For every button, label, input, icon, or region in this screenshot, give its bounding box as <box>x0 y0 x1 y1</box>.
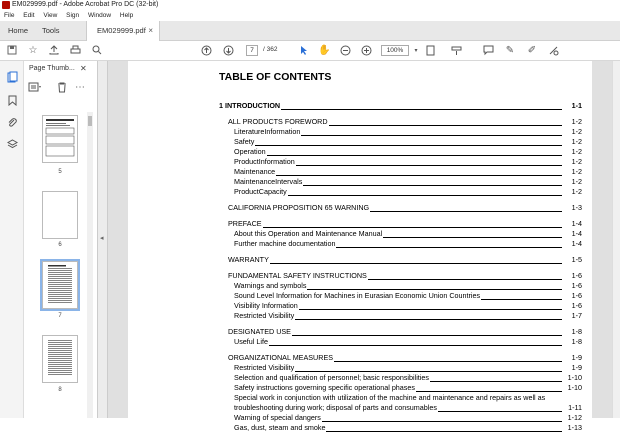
toc-entry[interactable] <box>128 413 592 423</box>
toc-entry-page: 1-4 <box>571 239 582 248</box>
tab-document[interactable] <box>86 21 160 41</box>
tab-home[interactable]: Home <box>8 26 29 35</box>
zoom-in-icon[interactable] <box>360 45 372 57</box>
toc-entry-title: Warning of special dangers <box>234 413 321 422</box>
toc-entry-title: Gas, dust, steam and smoke <box>234 423 326 432</box>
zoom-level-select[interactable]: 100% <box>381 45 409 56</box>
window-title-bar <box>0 0 620 10</box>
toc-entry[interactable] <box>128 393 592 403</box>
more-options-icon[interactable]: ⋯ <box>75 82 85 93</box>
search-icon[interactable] <box>91 45 103 57</box>
thumbnail-options-icon[interactable] <box>28 82 40 94</box>
toc-entry-page: 1-13 <box>567 423 582 432</box>
delete-page-icon[interactable] <box>56 82 68 94</box>
toc-entry-title: ORGANIZATIONAL MEASURES <box>228 353 334 362</box>
thumbnails-scrollbar-thumb[interactable] <box>88 116 92 126</box>
tab-close-icon[interactable]: × <box>148 26 153 35</box>
menu-edit[interactable]: Edit <box>23 12 35 19</box>
page-count: / 362 <box>263 46 278 53</box>
toc-entry-page: 1-8 <box>571 327 582 336</box>
toc-entry-page: 1-2 <box>571 167 582 176</box>
thumbnail-page-number: 7 <box>58 313 62 319</box>
toc-entry-page: 1-11 <box>568 403 582 412</box>
toc-entry-title: WARRANTY <box>228 255 269 264</box>
toc-entry[interactable] <box>128 327 592 337</box>
toc-entry-page: 1-1 <box>571 101 582 110</box>
toc-entry[interactable] <box>128 281 592 291</box>
menu-file[interactable]: File <box>4 12 15 19</box>
page-thumbnail-selected[interactable] <box>42 261 78 309</box>
toc-entry-page: 1-5 <box>571 255 582 264</box>
acrobat-app-icon <box>2 1 10 9</box>
toc-leader-line <box>228 227 562 228</box>
toc-entry-page: 1-6 <box>571 271 582 280</box>
draw-icon[interactable]: ✐ <box>527 45 537 56</box>
tab-tools[interactable]: Tools <box>42 26 60 35</box>
zoom-dropdown-chevron-icon[interactable]: ▾ <box>414 48 418 54</box>
toc-entry-page: 1-9 <box>571 363 582 372</box>
toc-entry-title: CALIFORNIA PROPOSITION 65 WARNING <box>228 203 370 212</box>
menu-bar <box>0 10 620 21</box>
toc-entry-title: Warnings and symbols <box>234 281 307 290</box>
main-toolbar <box>0 41 620 61</box>
toc-entry-title: Visibility Information <box>234 301 298 310</box>
toc-entry-title: Further machine documentation <box>234 239 336 248</box>
toc-entry-page: 1-7 <box>571 311 582 320</box>
page-thumbnail[interactable] <box>42 191 78 239</box>
next-page-icon[interactable] <box>222 45 234 57</box>
toc-entry-title: troubleshooting during work; disposal of parts and consumables <box>234 403 437 412</box>
page-thumbnail[interactable] <box>42 115 78 163</box>
toc-entry-title: Restricted Visibility <box>234 311 295 320</box>
toc-entry-title: ProductCapacity <box>234 187 287 196</box>
toc-entry[interactable] <box>128 383 592 393</box>
toc-entry-page: 1-6 <box>571 291 582 300</box>
toc-leader-line <box>234 345 562 346</box>
toc-entry[interactable] <box>128 177 592 187</box>
scroll-mode-icon[interactable] <box>450 45 462 57</box>
toc-entry[interactable] <box>128 187 592 197</box>
toc-entry-page: 1-9 <box>571 353 582 362</box>
toc-entry[interactable] <box>128 117 592 127</box>
toc-entry-title: MaintenanceIntervals <box>234 177 303 186</box>
menu-help[interactable]: Help <box>119 12 134 19</box>
toc-entry-title: Restricted Visibility <box>234 363 295 372</box>
toc-entry[interactable] <box>128 373 592 383</box>
toc-title: TABLE OF CONTENTS <box>219 71 332 83</box>
stamp-icon[interactable] <box>547 45 559 57</box>
toc-entry[interactable] <box>128 219 592 229</box>
comment-icon[interactable] <box>482 45 494 57</box>
tab-document-label: EM029999.pdf <box>97 26 146 35</box>
toc-entry[interactable] <box>128 423 592 433</box>
print-icon[interactable] <box>69 45 81 57</box>
toc-entry-page: 1-2 <box>571 157 582 166</box>
toc-entry-page: 1-4 <box>571 219 582 228</box>
toc-entry-title: Selection and qualification of personnel; basic responsibilities <box>234 373 429 382</box>
bookmark-star-icon[interactable]: ☆ <box>28 45 38 56</box>
zoom-out-icon[interactable] <box>339 45 351 57</box>
toc-entry-title: Safety <box>234 137 255 146</box>
toc-entry-page: 1-10 <box>567 373 582 382</box>
highlight-pen-icon[interactable]: ✎ <box>505 45 515 56</box>
menu-sign[interactable]: Sign <box>66 12 80 19</box>
toc-entry[interactable] <box>128 239 592 249</box>
toc-entry[interactable] <box>128 147 592 157</box>
document-viewer[interactable] <box>108 61 612 432</box>
toc-entry-title: LiteratureInformation <box>234 127 301 136</box>
toc-entry[interactable] <box>128 127 592 137</box>
attachments-icon[interactable] <box>6 117 18 129</box>
page-thumbnails-icon[interactable] <box>6 71 18 83</box>
toc-leader-line <box>234 145 562 146</box>
toc-entry[interactable] <box>128 203 592 213</box>
toc-entry-title: Maintenance <box>234 167 276 176</box>
toc-leader-line <box>234 155 562 156</box>
pdf-page <box>128 61 592 432</box>
previous-page-icon[interactable] <box>200 45 212 57</box>
toc-entry-page: 1-10 <box>567 383 582 392</box>
toc-entry-page: 1-2 <box>571 147 582 156</box>
toc-leader-line <box>234 175 562 176</box>
page-thumbnail[interactable] <box>42 335 78 383</box>
thumbnail-page-number: 6 <box>58 242 62 248</box>
toc-entry-title: Useful Life <box>234 337 268 346</box>
toc-entry-page: 1-4 <box>571 229 582 238</box>
toc-entry-page: 1-12 <box>567 413 582 422</box>
collapse-panel-chevron-icon[interactable]: ◂ <box>100 235 104 242</box>
page-fit-icon[interactable] <box>424 45 436 57</box>
toc-entry[interactable] <box>128 137 592 147</box>
toc-entry-title: Operation <box>234 147 266 156</box>
toc-entry[interactable] <box>128 337 592 347</box>
toc-entry-title: Special work in conjunction with utilization of the machine and maintenance and repairs as well as <box>234 393 546 402</box>
toc-leader-line <box>228 263 562 264</box>
toc-entry[interactable] <box>128 403 592 413</box>
toc-entry-page: 1-2 <box>571 187 582 196</box>
toc-entry-page: 1-2 <box>571 177 582 186</box>
document-scrollbar[interactable] <box>612 61 620 418</box>
toc-entry-title: DESIGNATED USE <box>228 327 291 336</box>
toc-entry-title: Safety instructions governing specific operational phases <box>234 383 415 392</box>
toc-entry[interactable] <box>128 255 592 265</box>
toc-entry-title: ALL PRODUCTS FOREWORD <box>228 117 328 126</box>
toc-entry-page: 1-3 <box>571 203 582 212</box>
toc-entry-title: ProductInformation <box>234 157 295 166</box>
bookmarks-icon[interactable] <box>6 95 18 107</box>
toc-entry[interactable] <box>128 353 592 363</box>
layers-icon[interactable] <box>6 139 18 151</box>
toc-entry-page: 1-2 <box>571 137 582 146</box>
toc-entry-page: 1-6 <box>571 301 582 310</box>
thumbnail-page-number: 8 <box>58 387 62 393</box>
toc-entry-title: 1 INTRODUCTION <box>219 101 281 110</box>
upload-icon[interactable] <box>48 45 60 57</box>
panel-title: Page Thumb... <box>29 65 75 72</box>
toc-entry[interactable] <box>128 101 592 111</box>
toc-entry-page: 1-2 <box>571 117 582 126</box>
toc-entry[interactable] <box>128 363 592 373</box>
toc-entry[interactable] <box>128 291 592 301</box>
thumbnails-scrollbar[interactable] <box>87 112 93 418</box>
toc-entry-page: 1-6 <box>571 281 582 290</box>
select-cursor-icon[interactable] <box>298 45 310 57</box>
toc-entry-page: 1-8 <box>571 337 582 346</box>
page-thumbnails-panel <box>24 61 98 418</box>
toc-entry-title: Sound Level Information for Machines in Eurasian Economic Union Countries <box>234 291 481 300</box>
save-icon[interactable] <box>6 45 18 57</box>
page-number-input[interactable]: 7 <box>246 45 258 56</box>
panel-close-icon[interactable]: ✕ <box>80 64 87 73</box>
toc-entry[interactable] <box>128 229 592 239</box>
toc-entry[interactable] <box>128 167 592 177</box>
toc-entry[interactable] <box>128 301 592 311</box>
menu-view[interactable]: View <box>43 12 58 19</box>
window-title: EM029999.pdf - Adobe Acrobat Pro DC (32-bit) <box>12 1 159 8</box>
toc-entry-title: FUNDAMENTAL SAFETY INSTRUCTIONS <box>228 271 367 280</box>
hand-tool-icon[interactable]: ✋ <box>318 45 331 56</box>
panel-splitter[interactable] <box>98 61 108 418</box>
tab-bar <box>0 21 620 41</box>
thumbnail-page-number: 5 <box>58 169 62 175</box>
toc-entry[interactable] <box>128 271 592 281</box>
toc-entry[interactable] <box>128 157 592 167</box>
panel-toolbar <box>24 81 98 97</box>
toc-entry-page: 1-2 <box>571 127 582 136</box>
toc-entry-title: PREFACE <box>228 219 262 228</box>
toc-entry[interactable] <box>128 311 592 321</box>
left-navigation-rail <box>0 61 24 418</box>
menu-window[interactable]: Window <box>87 12 112 19</box>
toc-entry-title: About this Operation and Maintenance Manual <box>234 229 383 238</box>
